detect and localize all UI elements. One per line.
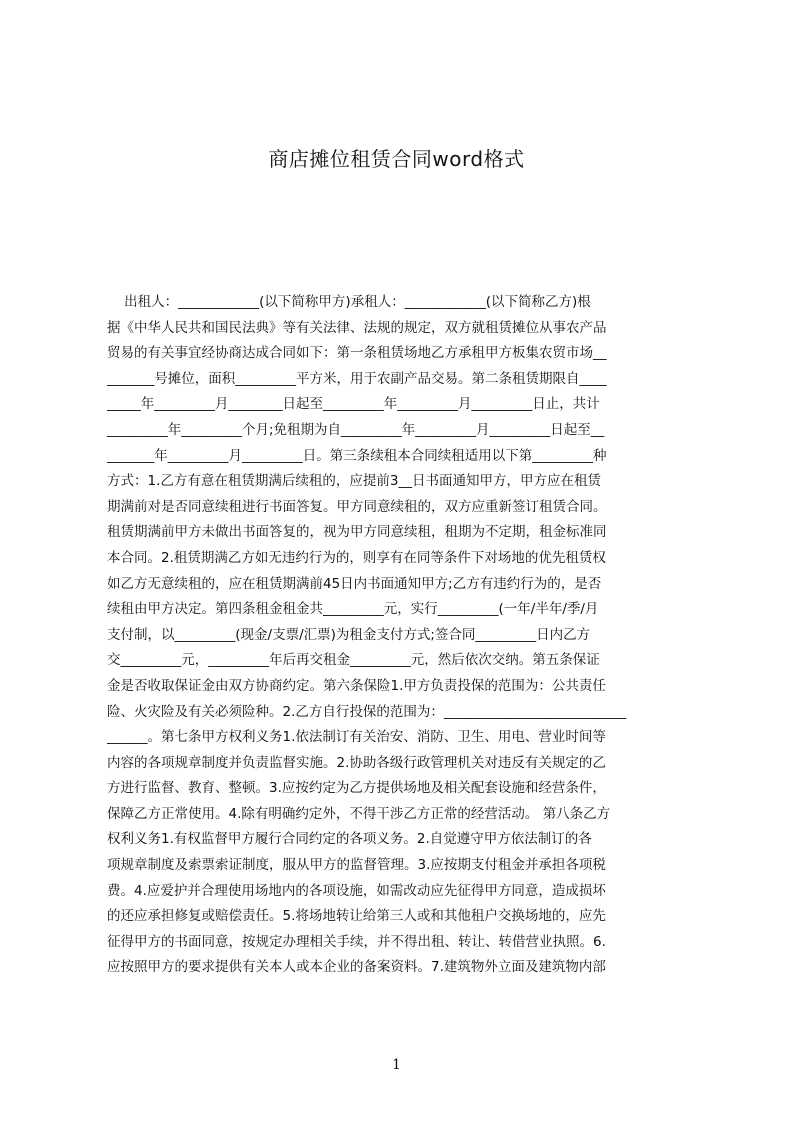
body-line: 方进行监督、教育、整顿。3.应按约定为乙方提供场地及相关配套设施和经营条件， [107, 780, 606, 797]
body-line: 方式：1.乙方有意在租赁期满后续租的，应提前3__日书面通知甲方，甲方应在租赁 [107, 473, 601, 490]
body-line: _____年_________月________日起至_________年_________月_________日止，共计 [107, 396, 600, 413]
body-line: 项规章制度及索票索证制度，服从甲方的监督管理。3.应按期支付租金并承担各项税 [107, 857, 606, 874]
body-line: 续租由甲方决定。第四条租金租金共_________元，实行_________(一年/半年/季/月 [107, 601, 599, 618]
body-line: 险、火灾险及有关必须险种。2.乙方自行投保的范围为：___________________________ [107, 703, 627, 720]
body-line: _______号摊位，面积_________平方米，用于农副产品交易。第二条租赁期限自____ [107, 370, 607, 387]
body-line: 期满前对是否同意续租进行书面答复。甲方同意续租的，双方应重新签订租赁合同。 [107, 498, 607, 515]
body-line: 内容的各项规章制度并负责监督实施。2.协助各级行政管理机关对违反有关规定的乙 [107, 754, 606, 771]
body-line: 租赁期满前甲方未做出书面答复的，视为甲方同意续租，租期为不定期，租金标准同 [107, 524, 607, 541]
body-line: 出租人：____________(以下简称甲方)承租人：____________(以下简称乙方)根 [107, 294, 591, 310]
body-line: 金是否收取保证金由双方协商约定。第六条保险1.甲方负责投保的范围为：公共责任 [107, 677, 606, 694]
contract-body [107, 290, 699, 981]
body-line: ______。第七条甲方权利义务1.依法制订有关治安、消防、卫生、用电、营业时间等 [107, 729, 606, 746]
body-line: 支付制，以_________(现金/支票/汇票)为租金支付方式;签合同_________日内乙方 [107, 626, 591, 643]
body-line: 费。4.应爱护并合理使用场地内的各项设施，如需改动应先征得甲方同意，造成损坏 [107, 882, 606, 899]
body-line: 的还应承担修复或赔偿责任。5.将场地转让给第三人或和其他租户交换场地的，应先 [107, 908, 606, 925]
page-number: 1 [392, 1057, 401, 1073]
body-line: 贸易的有关事宜经协商达成合同如下：第一条租赁场地乙方承租甲方板集农贸市场__ [107, 345, 607, 362]
body-line: _________年_________个月;免租期为自_________年_________月_________日起至__ [107, 421, 605, 438]
body-line: 交_________元，_________年后再交租金_________元，然后依次交纳。第五条保证 [107, 652, 600, 669]
body-line: 保障乙方正常使用。4.除有明确约定外，不得干涉乙方正常的经营活动。 第八条乙方 [107, 805, 611, 822]
body-line: 权利义务1.有权监督甲方履行合同约定的各项义务。2.自觉遵守甲方依法制订的各 [107, 831, 592, 848]
body-line: 本合同。2.租赁期满乙方如无违约行为的，则享有在同等条件下对场地的优先租赁权 [107, 549, 606, 566]
body-line: 如乙方无意续租的，应在租赁期满前45日内书面通知甲方;乙方有违约行为的，是否 [107, 575, 602, 592]
body-line: 据《中华人民共和国民法典》等有关法律、法规的规定，双方就租赁摊位从事农产品 [107, 319, 607, 336]
document-title: 商店摊位租赁合同word格式 [268, 147, 525, 171]
body-line: 应按照甲方的要求提供有关本人或本企业的备案资料。7.建筑物外立面及建筑物内部 [107, 959, 606, 976]
body-line: 征得甲方的书面同意，按规定办理相关手续，并不得出租、转让、转借营业执照。6. [107, 933, 606, 950]
body-line: _______年_________月_________日。第三条续租本合同续租适用以下第_________种 [107, 447, 607, 464]
